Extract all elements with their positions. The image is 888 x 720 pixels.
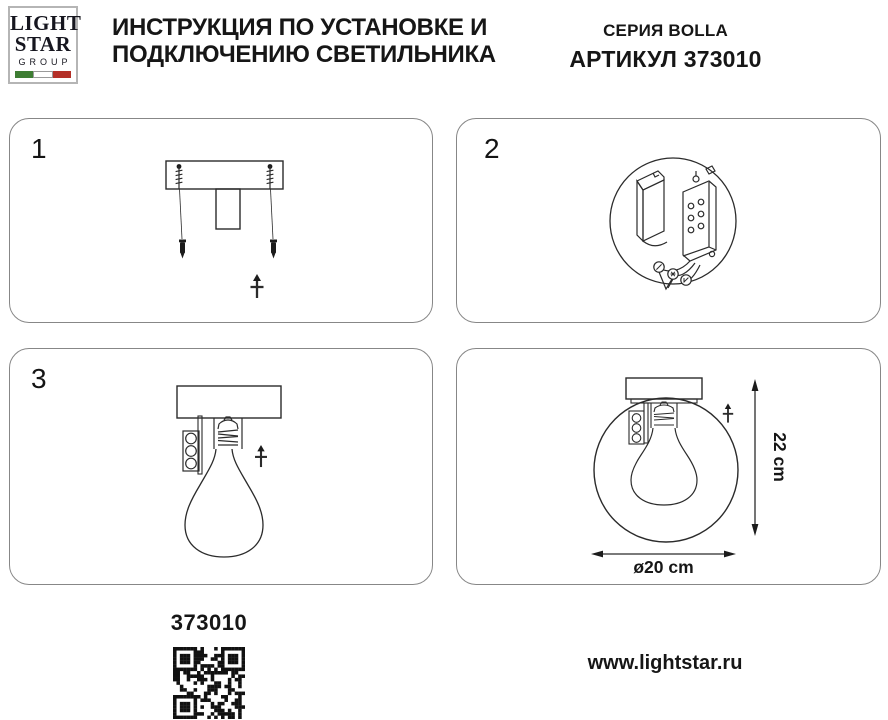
- wire-symbol-ground: [668, 269, 678, 279]
- series-label: СЕРИЯ BOLLA: [603, 21, 728, 40]
- screwdriver-icon: [723, 403, 733, 422]
- lamp-socket: [214, 417, 242, 449]
- step1-drawing: [10, 119, 432, 322]
- step-panel-2: [456, 118, 881, 323]
- flag-green-segment: [15, 71, 33, 78]
- height-dimension: [752, 379, 759, 536]
- hanger-strip: [644, 403, 648, 443]
- wall-anchor-left: [179, 240, 186, 259]
- mounting-plate: [626, 378, 702, 399]
- wires: [659, 261, 700, 289]
- flag-red-segment: [53, 71, 71, 78]
- flag-white-segment: [33, 71, 53, 78]
- italian-flag-bar: [15, 71, 71, 78]
- detail-circle: [610, 158, 736, 284]
- lightstar-logo: [8, 6, 82, 84]
- ceiling-plate-3d: [637, 171, 667, 246]
- terminal-block-3d: [683, 166, 716, 261]
- lamp-socket: [651, 402, 677, 428]
- wall-anchor-right: [270, 240, 277, 259]
- article-code: 373010: [170, 610, 248, 635]
- mounting-plate: [166, 161, 283, 189]
- website-url: www.lightstar.ru: [587, 652, 743, 674]
- wire-symbol-live: [681, 275, 691, 285]
- mounting-plate: [177, 386, 281, 418]
- article-label: АРТИКУЛ 373010: [569, 46, 762, 72]
- mounting-bracket: [216, 189, 240, 229]
- logo-word-star: STAR: [14, 32, 72, 56]
- step-number: 2: [484, 133, 500, 164]
- product-info: [563, 21, 768, 73]
- screwdriver-icon: [251, 274, 264, 298]
- mounting-screw-right: [267, 164, 274, 239]
- step3-drawing: [10, 349, 432, 584]
- step-number: 1: [31, 133, 47, 164]
- page-title-line1: ИНСТРУКЦИЯ ПО УСТАНОВКЕ И: [112, 14, 488, 41]
- step2-drawing: [457, 119, 880, 322]
- height-dimension-label: 22 cm: [770, 432, 790, 482]
- step-number: 3: [31, 363, 47, 394]
- qr-code: [173, 647, 245, 719]
- logo-word-group: GROUP: [18, 57, 72, 67]
- page-title: [112, 14, 496, 68]
- step-panel-3: [9, 348, 433, 585]
- terminal-block: [183, 431, 199, 471]
- page-title-line2: ПОДКЛЮЧЕНИЮ СВЕТИЛЬНИКА: [112, 41, 496, 68]
- final-view-panel: [456, 348, 881, 585]
- logo-word-light: LIGHT: [10, 11, 82, 35]
- final-drawing: [457, 349, 880, 584]
- step-panel-1: [9, 118, 433, 323]
- wire-symbol-neutral: [654, 262, 664, 272]
- diameter-dimension-label: ø20 cm: [633, 557, 694, 577]
- light-bulb: [185, 449, 263, 557]
- terminal-block: [629, 411, 644, 444]
- screwdriver-icon: [255, 445, 267, 467]
- mounting-screw-left: [176, 164, 183, 239]
